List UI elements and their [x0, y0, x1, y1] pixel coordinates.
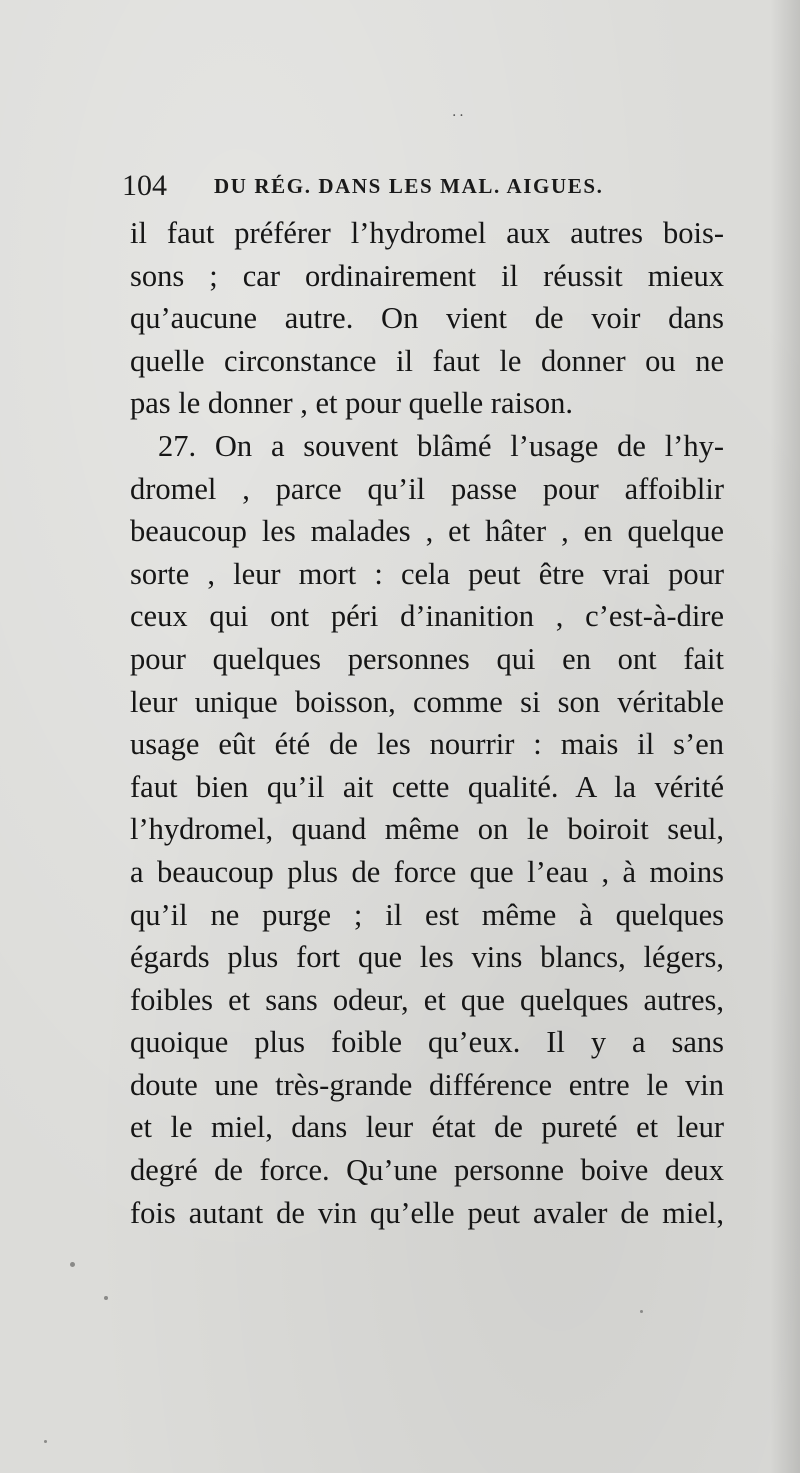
paper-speck [70, 1262, 75, 1267]
text-line: égards plus fort que les vins blancs, légers, [130, 940, 724, 975]
text-line: qu’il ne purge ; il est même à quelques [130, 897, 724, 932]
text-line: sorte , leur mort : cela peut être vrai pour [130, 556, 724, 591]
text-line: degré de force. Qu’une personne boive deux [130, 1153, 724, 1188]
text-line: pas le donner , et pour quelle raison. [130, 386, 573, 421]
paper-speck [104, 1296, 108, 1300]
text-line: et le miel, dans leur état de pureté et leur [130, 1110, 724, 1145]
text-line: l’hydromel, quand même on le boiroit seul, [130, 812, 724, 847]
text-line: foibles et sans odeur, et que quelques autres, [130, 982, 724, 1017]
text-line: qu’aucune autre. On vient de voir dans [130, 301, 724, 336]
text-line: dromel , parce qu’il passe pour affoiblir [130, 471, 724, 506]
paper-speck [44, 1440, 47, 1443]
page-number: 104 [122, 169, 167, 202]
text-line: sons ; car ordinairement il réussit mieux [130, 258, 724, 293]
text-line: quoique plus foible qu’eux. Il y a sans [130, 1025, 724, 1060]
ink-dots: · · [452, 108, 464, 124]
text-line: beaucoup les malades , et hâter , en quelque [130, 514, 724, 549]
text-line: doute une très-grande différence entre le vin [130, 1067, 724, 1102]
paper-speck [640, 1310, 643, 1313]
running-head-title: DU RÉG. DANS LES MAL. AIGUES. [214, 174, 604, 198]
text-line: a beaucoup plus de force que l’eau , à moins [130, 854, 724, 889]
running-head [122, 168, 682, 204]
text-line: fois autant de vin qu’elle peut avaler de miel, [130, 1195, 724, 1230]
text-line: 27. On a souvent blâmé l’usage de l’hy- [158, 428, 724, 463]
text-line: il faut préférer l’hydromel aux autres bois- [130, 216, 724, 250]
text-line: leur unique boisson, comme si son véritable [130, 684, 724, 719]
text-line: ceux qui ont péri d’inanition , c’est-à-dire [130, 599, 724, 634]
text-line: pour quelques personnes qui en ont fait [130, 641, 724, 676]
text-line: quelle circonstance il faut le donner ou ne [130, 343, 724, 378]
body-text [130, 212, 724, 1234]
text-line: faut bien qu’il ait cette qualité. A la vérité [130, 769, 724, 804]
text-line: usage eût été de les nourrir : mais il s’en [130, 727, 724, 762]
page-gutter-shadow [770, 0, 800, 1473]
